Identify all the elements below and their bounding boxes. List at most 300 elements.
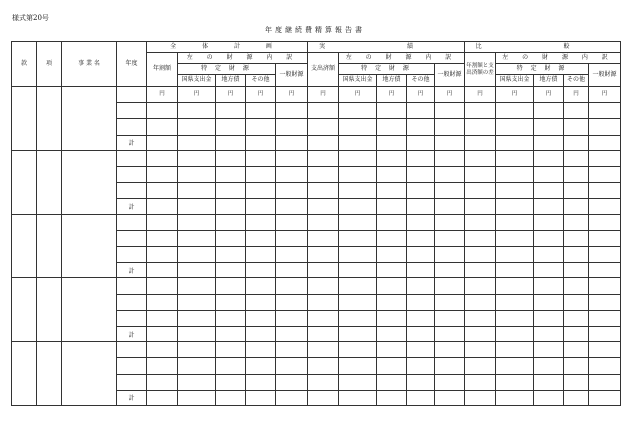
amount-cell (435, 183, 465, 199)
amount-cell (216, 327, 246, 342)
amount-cell (147, 278, 178, 294)
amount-cell (339, 358, 377, 374)
amount-cell (465, 150, 496, 166)
amount-cell (216, 214, 246, 230)
header-sa: 年割額と支出済額の差 (465, 53, 496, 87)
amount-cell (589, 214, 621, 230)
amount-cell (276, 278, 308, 294)
amount-cell (246, 342, 276, 358)
amount-cell (435, 103, 465, 119)
jigyo-name-cell (62, 278, 117, 342)
amount-cell (276, 327, 308, 342)
amount-cell (276, 310, 308, 326)
amount-cell (377, 167, 407, 183)
amount-cell (339, 167, 377, 183)
kou-cell (37, 150, 62, 214)
amount-cell (276, 247, 308, 263)
amount-cell (246, 103, 276, 119)
amount-cell (308, 214, 339, 230)
amount-cell (377, 199, 407, 214)
amount-cell (534, 310, 564, 326)
amount-cell (465, 230, 496, 246)
header-ippan: 一般財源 (589, 64, 621, 87)
amount-cell (534, 119, 564, 135)
amount-cell (216, 230, 246, 246)
kan-cell (12, 278, 37, 342)
amount-cell (339, 183, 377, 199)
jigyo-name-cell (62, 214, 117, 278)
amount-cell (465, 390, 496, 405)
amount-cell (147, 103, 178, 119)
header-kokuken: 国県支出金 (178, 75, 216, 87)
amount-cell (147, 135, 178, 150)
amount-cell (407, 135, 435, 150)
amount-cell (308, 183, 339, 199)
amount-cell (589, 327, 621, 342)
amount-cell (308, 327, 339, 342)
amount-cell (178, 119, 216, 135)
amount-cell (407, 214, 435, 230)
header-chihosai: 地方債 (534, 75, 564, 87)
amount-cell (308, 135, 339, 150)
amount-cell (178, 310, 216, 326)
amount-cell (308, 342, 339, 358)
amount-cell (147, 247, 178, 263)
amount-cell (564, 310, 589, 326)
amount-cell (407, 247, 435, 263)
amount-cell (496, 150, 534, 166)
nendo-cell (117, 310, 147, 326)
amount-cell (534, 342, 564, 358)
amount-cell (178, 230, 216, 246)
amount-cell (276, 374, 308, 390)
amount-cell (178, 199, 216, 214)
amount-cell (308, 278, 339, 294)
amount-cell (339, 230, 377, 246)
amount-cell (246, 150, 276, 166)
total-label: 計 (117, 390, 147, 405)
nendo-cell (117, 342, 147, 358)
amount-cell (178, 263, 216, 278)
amount-cell (216, 199, 246, 214)
amount-cell (496, 183, 534, 199)
amount-cell (407, 167, 435, 183)
amount-cell (246, 119, 276, 135)
amount-cell (589, 103, 621, 119)
amount-cell (216, 390, 246, 405)
amount-cell (435, 390, 465, 405)
amount-cell (589, 278, 621, 294)
amount-cell (339, 390, 377, 405)
amount-cell (496, 342, 534, 358)
amount-cell (339, 278, 377, 294)
amount-cell (589, 358, 621, 374)
amount-cell (377, 103, 407, 119)
amount-cell (407, 327, 435, 342)
amount-cell (178, 327, 216, 342)
amount-cell (147, 167, 178, 183)
amount-cell (465, 183, 496, 199)
amount-cell (407, 294, 435, 310)
amount-cell (589, 167, 621, 183)
amount-cell (564, 342, 589, 358)
amount-cell (246, 327, 276, 342)
amount-cell (339, 199, 377, 214)
amount-cell (276, 135, 308, 150)
amount-cell (465, 103, 496, 119)
header-jigyo-name: 事 業 名 (62, 42, 117, 87)
amount-cell (465, 358, 496, 374)
amount-cell (276, 183, 308, 199)
amount-cell (564, 199, 589, 214)
header-sonota: その他 (407, 75, 435, 87)
table-row (12, 214, 621, 230)
amount-cell (377, 183, 407, 199)
form-number: 様式第20号 (12, 14, 49, 22)
amount-cell (435, 327, 465, 342)
nendo-cell (117, 183, 147, 199)
amount-cell (308, 390, 339, 405)
amount-cell (465, 374, 496, 390)
amount-cell (216, 183, 246, 199)
amount-cell (308, 358, 339, 374)
amount-cell (496, 199, 534, 214)
amount-cell (276, 214, 308, 230)
header-zentai-keikaku: 全 体 計 画 (147, 42, 308, 53)
amount-cell (589, 119, 621, 135)
amount-cell (589, 374, 621, 390)
amount-cell (339, 150, 377, 166)
amount-cell (534, 390, 564, 405)
header-kou: 項 (37, 42, 62, 87)
amount-cell (407, 263, 435, 278)
kan-cell (12, 342, 37, 406)
amount-cell (564, 230, 589, 246)
unit-label: 円 (435, 87, 465, 103)
amount-cell (435, 278, 465, 294)
amount-cell (534, 278, 564, 294)
amount-cell (308, 294, 339, 310)
amount-cell (407, 310, 435, 326)
table-body (12, 87, 621, 406)
amount-cell (147, 310, 178, 326)
amount-cell (147, 230, 178, 246)
nendo-cell (117, 214, 147, 230)
amount-cell (407, 390, 435, 405)
jigyo-name-cell (62, 87, 117, 151)
amount-cell (465, 167, 496, 183)
amount-cell (178, 214, 216, 230)
amount-cell (465, 263, 496, 278)
amount-cell (496, 119, 534, 135)
nendo-cell (117, 374, 147, 390)
amount-cell (589, 310, 621, 326)
unit-label: 円 (407, 87, 435, 103)
amount-cell (496, 214, 534, 230)
amount-cell (178, 294, 216, 310)
total-label: 計 (117, 263, 147, 278)
amount-cell (178, 103, 216, 119)
amount-cell (377, 247, 407, 263)
amount-cell (147, 199, 178, 214)
amount-cell (178, 374, 216, 390)
amount-cell (496, 327, 534, 342)
amount-cell (246, 263, 276, 278)
amount-cell (465, 342, 496, 358)
amount-cell (246, 294, 276, 310)
amount-cell (564, 278, 589, 294)
amount-cell (534, 103, 564, 119)
amount-cell (407, 150, 435, 166)
header-ippan: 一般財源 (435, 64, 465, 87)
amount-cell (216, 103, 246, 119)
amount-cell (407, 230, 435, 246)
unit-label: 円 (178, 87, 216, 103)
amount-cell (465, 278, 496, 294)
amount-cell (178, 150, 216, 166)
amount-cell (178, 167, 216, 183)
amount-cell (216, 167, 246, 183)
amount-cell (339, 374, 377, 390)
header-tokutei-zaigen: 特 定 財 源 (178, 64, 276, 75)
kou-cell (37, 278, 62, 342)
amount-cell (589, 135, 621, 150)
amount-cell (147, 390, 178, 405)
header-nenwari: 年割額 (147, 53, 178, 87)
amount-cell (216, 342, 246, 358)
amount-cell (308, 247, 339, 263)
amount-cell (407, 183, 435, 199)
amount-cell (216, 119, 246, 135)
kan-cell (12, 150, 37, 214)
amount-cell (246, 390, 276, 405)
amount-cell (178, 342, 216, 358)
amount-cell (339, 119, 377, 135)
amount-cell (339, 103, 377, 119)
amount-cell (534, 294, 564, 310)
amount-cell (534, 327, 564, 342)
amount-cell (339, 135, 377, 150)
amount-cell (435, 294, 465, 310)
nendo-cell (117, 247, 147, 263)
amount-cell (564, 150, 589, 166)
table-row (12, 150, 621, 166)
unit-label: 円 (564, 87, 589, 103)
amount-cell (435, 199, 465, 214)
amount-cell (377, 278, 407, 294)
amount-cell (435, 135, 465, 150)
amount-cell (465, 294, 496, 310)
amount-cell (147, 374, 178, 390)
amount-cell (589, 183, 621, 199)
header-chihosai: 地方債 (216, 75, 246, 87)
amount-cell (589, 247, 621, 263)
amount-cell (496, 103, 534, 119)
amount-cell (465, 199, 496, 214)
kou-cell (37, 342, 62, 406)
amount-cell (496, 374, 534, 390)
amount-cell (216, 263, 246, 278)
amount-cell (465, 310, 496, 326)
header-chihosai: 地方債 (377, 75, 407, 87)
amount-cell (377, 327, 407, 342)
amount-cell (147, 150, 178, 166)
amount-cell (564, 263, 589, 278)
header-sonota: その他 (564, 75, 589, 87)
amount-cell (276, 103, 308, 119)
amount-cell (496, 278, 534, 294)
amount-cell (339, 342, 377, 358)
amount-cell (496, 167, 534, 183)
amount-cell (178, 278, 216, 294)
amount-cell (276, 230, 308, 246)
amount-cell (564, 374, 589, 390)
amount-cell (147, 214, 178, 230)
amount-cell (534, 214, 564, 230)
amount-cell (564, 358, 589, 374)
amount-cell (589, 230, 621, 246)
amount-cell (178, 390, 216, 405)
amount-cell (407, 278, 435, 294)
amount-cell (216, 278, 246, 294)
unit-label: 円 (465, 87, 496, 103)
amount-cell (534, 150, 564, 166)
amount-cell (589, 199, 621, 214)
amount-cell (246, 199, 276, 214)
unit-label: 円 (246, 87, 276, 103)
unit-label: 円 (377, 87, 407, 103)
total-label: 計 (117, 199, 147, 214)
amount-cell (339, 294, 377, 310)
unit-label: 円 (308, 87, 339, 103)
amount-cell (465, 214, 496, 230)
amount-cell (465, 247, 496, 263)
amount-cell (407, 119, 435, 135)
amount-cell (534, 263, 564, 278)
amount-cell (407, 358, 435, 374)
amount-cell (564, 214, 589, 230)
jigyo-name-cell (62, 342, 117, 406)
total-label: 計 (117, 327, 147, 342)
amount-cell (276, 167, 308, 183)
amount-cell (564, 390, 589, 405)
amount-cell (435, 358, 465, 374)
nendo-cell (117, 150, 147, 166)
header-zaigen-uchiwake: 左 の 財 源 内 訳 (178, 53, 308, 64)
header-kokuken: 国県支出金 (496, 75, 534, 87)
amount-cell (496, 135, 534, 150)
amount-cell (246, 214, 276, 230)
amount-cell (178, 135, 216, 150)
amount-cell (276, 150, 308, 166)
amount-cell (178, 183, 216, 199)
amount-cell (589, 150, 621, 166)
amount-cell (407, 103, 435, 119)
amount-cell (435, 119, 465, 135)
amount-cell (377, 119, 407, 135)
amount-cell (246, 183, 276, 199)
amount-cell (246, 247, 276, 263)
nendo-cell (117, 87, 147, 103)
amount-cell (496, 310, 534, 326)
kou-cell (37, 87, 62, 151)
amount-cell (496, 358, 534, 374)
amount-cell (534, 374, 564, 390)
amount-cell (496, 263, 534, 278)
amount-cell (276, 294, 308, 310)
amount-cell (465, 135, 496, 150)
amount-cell (339, 247, 377, 263)
amount-cell (216, 374, 246, 390)
amount-cell (308, 150, 339, 166)
unit-label: 円 (589, 87, 621, 103)
amount-cell (147, 327, 178, 342)
header-shishutsu: 支出済額 (308, 53, 339, 87)
amount-cell (377, 390, 407, 405)
amount-cell (308, 230, 339, 246)
amount-cell (377, 135, 407, 150)
amount-cell (178, 247, 216, 263)
amount-cell (589, 342, 621, 358)
amount-cell (276, 358, 308, 374)
amount-cell (407, 374, 435, 390)
header-sonota: その他 (246, 75, 276, 87)
amount-cell (564, 247, 589, 263)
amount-cell (178, 358, 216, 374)
amount-cell (377, 342, 407, 358)
amount-cell (564, 294, 589, 310)
header-kokuken: 国県支出金 (339, 75, 377, 87)
amount-cell (216, 310, 246, 326)
amount-cell (465, 119, 496, 135)
amount-cell (377, 310, 407, 326)
nendo-cell (117, 358, 147, 374)
nendo-cell (117, 119, 147, 135)
total-label: 計 (117, 135, 147, 150)
amount-cell (435, 263, 465, 278)
amount-cell (435, 247, 465, 263)
header-zaigen-uchiwake: 左 の 財 源 内 訳 (339, 53, 465, 64)
report-title: 年度継続費精算報告書 (265, 26, 365, 34)
amount-cell (377, 358, 407, 374)
header-tokutei-zaigen: 特 定 財 源 (339, 64, 435, 75)
amount-cell (308, 374, 339, 390)
table-row (12, 87, 621, 103)
amount-cell (216, 294, 246, 310)
table-row (12, 342, 621, 358)
header-nendo: 年度 (117, 42, 147, 87)
unit-label: 円 (339, 87, 377, 103)
amount-cell (147, 342, 178, 358)
amount-cell (534, 358, 564, 374)
nendo-cell (117, 294, 147, 310)
nendo-cell (117, 278, 147, 294)
amount-cell (589, 390, 621, 405)
amount-cell (308, 167, 339, 183)
amount-cell (377, 294, 407, 310)
amount-cell (435, 167, 465, 183)
amount-cell (216, 247, 246, 263)
amount-cell (377, 374, 407, 390)
amount-cell (435, 150, 465, 166)
amount-cell (377, 150, 407, 166)
header-zaigen-uchiwake: 左 の 財 源 内 訳 (496, 53, 621, 64)
amount-cell (308, 103, 339, 119)
amount-cell (276, 342, 308, 358)
settlement-table (11, 41, 621, 406)
jigyo-name-cell (62, 150, 117, 214)
amount-cell (534, 135, 564, 150)
